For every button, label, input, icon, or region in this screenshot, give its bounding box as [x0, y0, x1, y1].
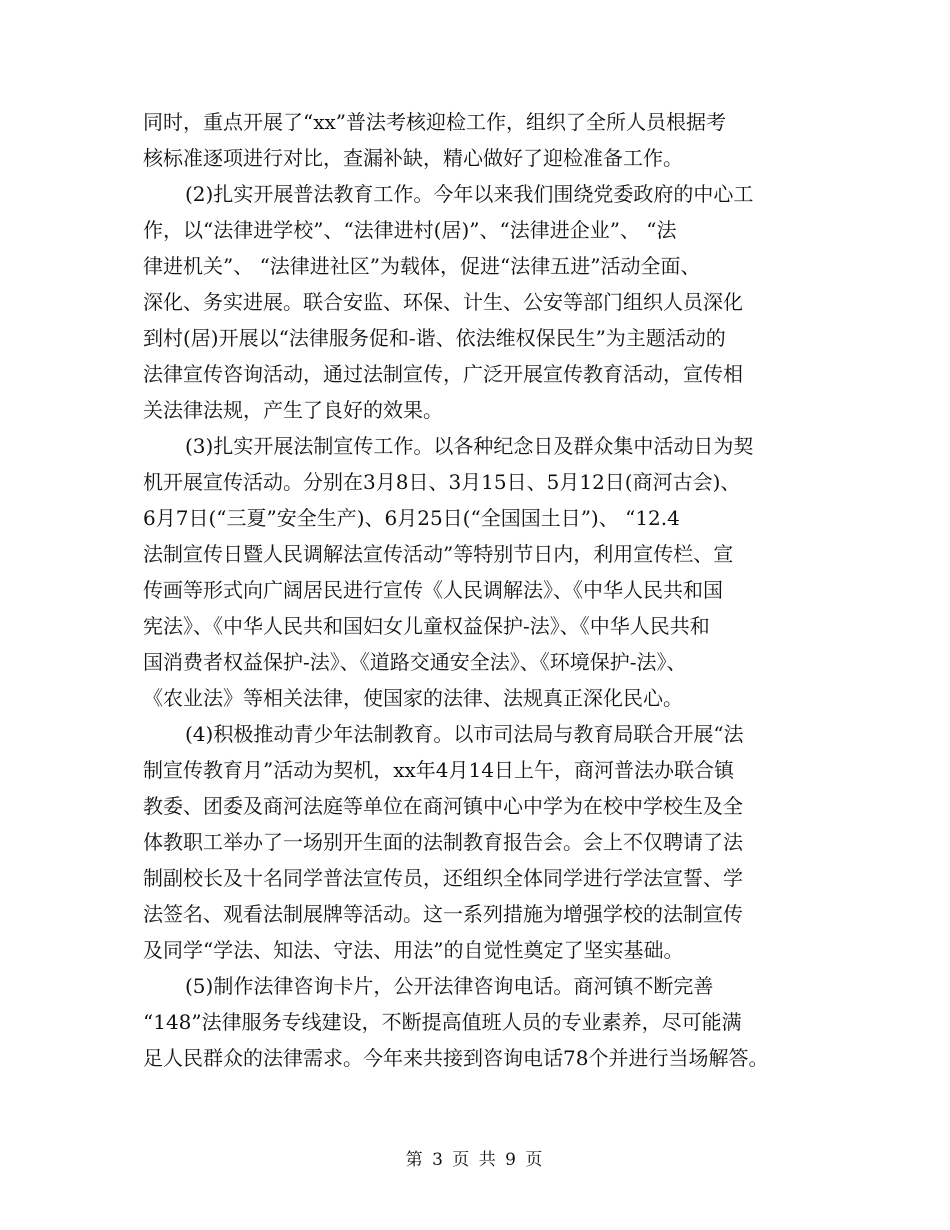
text-line: 体教职工举办了一场别开生面的法制教育报告会。会上不仅聘请了法 [143, 830, 743, 854]
text-line: 足人民群众的法律需求。今年来共接到咨询电话78个并进行当场解答。 [143, 1046, 769, 1070]
text-line: 制宣传教育月”活动为契机，xx年4月14日上午，商河普法办联合镇 [143, 758, 734, 782]
text-line: 教委、团委及商河法庭等单位在商河镇中心中学为在校中学校生及全 [143, 794, 743, 818]
text-line: “148”法律服务专线建设，不断提高值班人员的专业素养，尽可能满 [143, 1010, 742, 1034]
text-line: 同时，重点开展了“xx”普法考核迎检工作，组织了全所人员根据考 [143, 110, 727, 134]
text-line: 律进机关”、 “法律进社区”为载体，促进“法律五进”活动全面、 [143, 254, 701, 278]
text-line: 作，以“法律进学校”、“法律进村(居)”、“法律进企业”、 “法 [143, 218, 677, 242]
text-line: (2)扎实开展普法教育工作。今年以来我们围绕党委政府的中心工 [185, 182, 754, 206]
text-line: 到村(居)开展以“法律服务促和-谐、依法维权保民生”为主题活动的 [143, 326, 726, 350]
text-line: (4)积极推动青少年法制教育。以市司法局与教育局联合开展“法 [185, 722, 744, 746]
text-line: 6月7日(“三夏”安全生产)、6月25日(“全国国土日”)、 “12.4 [143, 506, 680, 530]
text-line: 制副校长及十名同学普法宣传员，还组织全体同学进行学法宣誓、学 [143, 866, 743, 890]
text-line: 国消费者权益保护-法》、《道路交通安全法》、《环境保护-法》、 [143, 650, 687, 674]
text-line: (5)制作法律咨询卡片，公开法律咨询电话。商河镇不断完善 [185, 974, 714, 998]
text-line: 宪法》、《中华人民共和国妇女儿童权益保护-法》、《中华人民共和 [143, 614, 710, 638]
text-line: 传画等形式向广阔居民进行宣传《人民调解法》、《中华人民共和国 [143, 578, 723, 602]
page-footer: 第 3 页 共 9 页 [405, 1150, 545, 1170]
text-line: (3)扎实开展法制宣传工作。以各种纪念日及群众集中活动日为契 [185, 434, 754, 458]
text-line: 《农业法》等相关法律，使国家的法律、法规真正深化民心。 [143, 686, 683, 710]
text-line: 法签名、观看法制展牌等活动。这一系列措施为增强学校的法制宣传 [143, 902, 743, 926]
text-line: 深化、务实进展。联合安监、环保、计生、公安等部门组织人员深化 [143, 290, 743, 314]
text-line: 关法律法规，产生了良好的效果。 [143, 398, 443, 422]
text-line: 法制宣传日暨人民调解法宣传活动”等特别节日内，利用宣传栏、宣 [143, 542, 734, 566]
text-line: 法律宣传咨询活动，通过法制宣传，广泛开展宣传教育活动，宣传相 [143, 362, 743, 386]
text-line: 机开展宣传活动。分别在3月8日、3月15日、5月12日(商河古会)、 [143, 470, 741, 494]
body-text [143, 104, 813, 1076]
text-line: 核标准逐项进行对比，查漏补缺，精心做好了迎检准备工作。 [143, 146, 683, 170]
text-line: 及同学“学法、知法、守法、用法”的自觉性奠定了坚实基础。 [143, 938, 684, 962]
